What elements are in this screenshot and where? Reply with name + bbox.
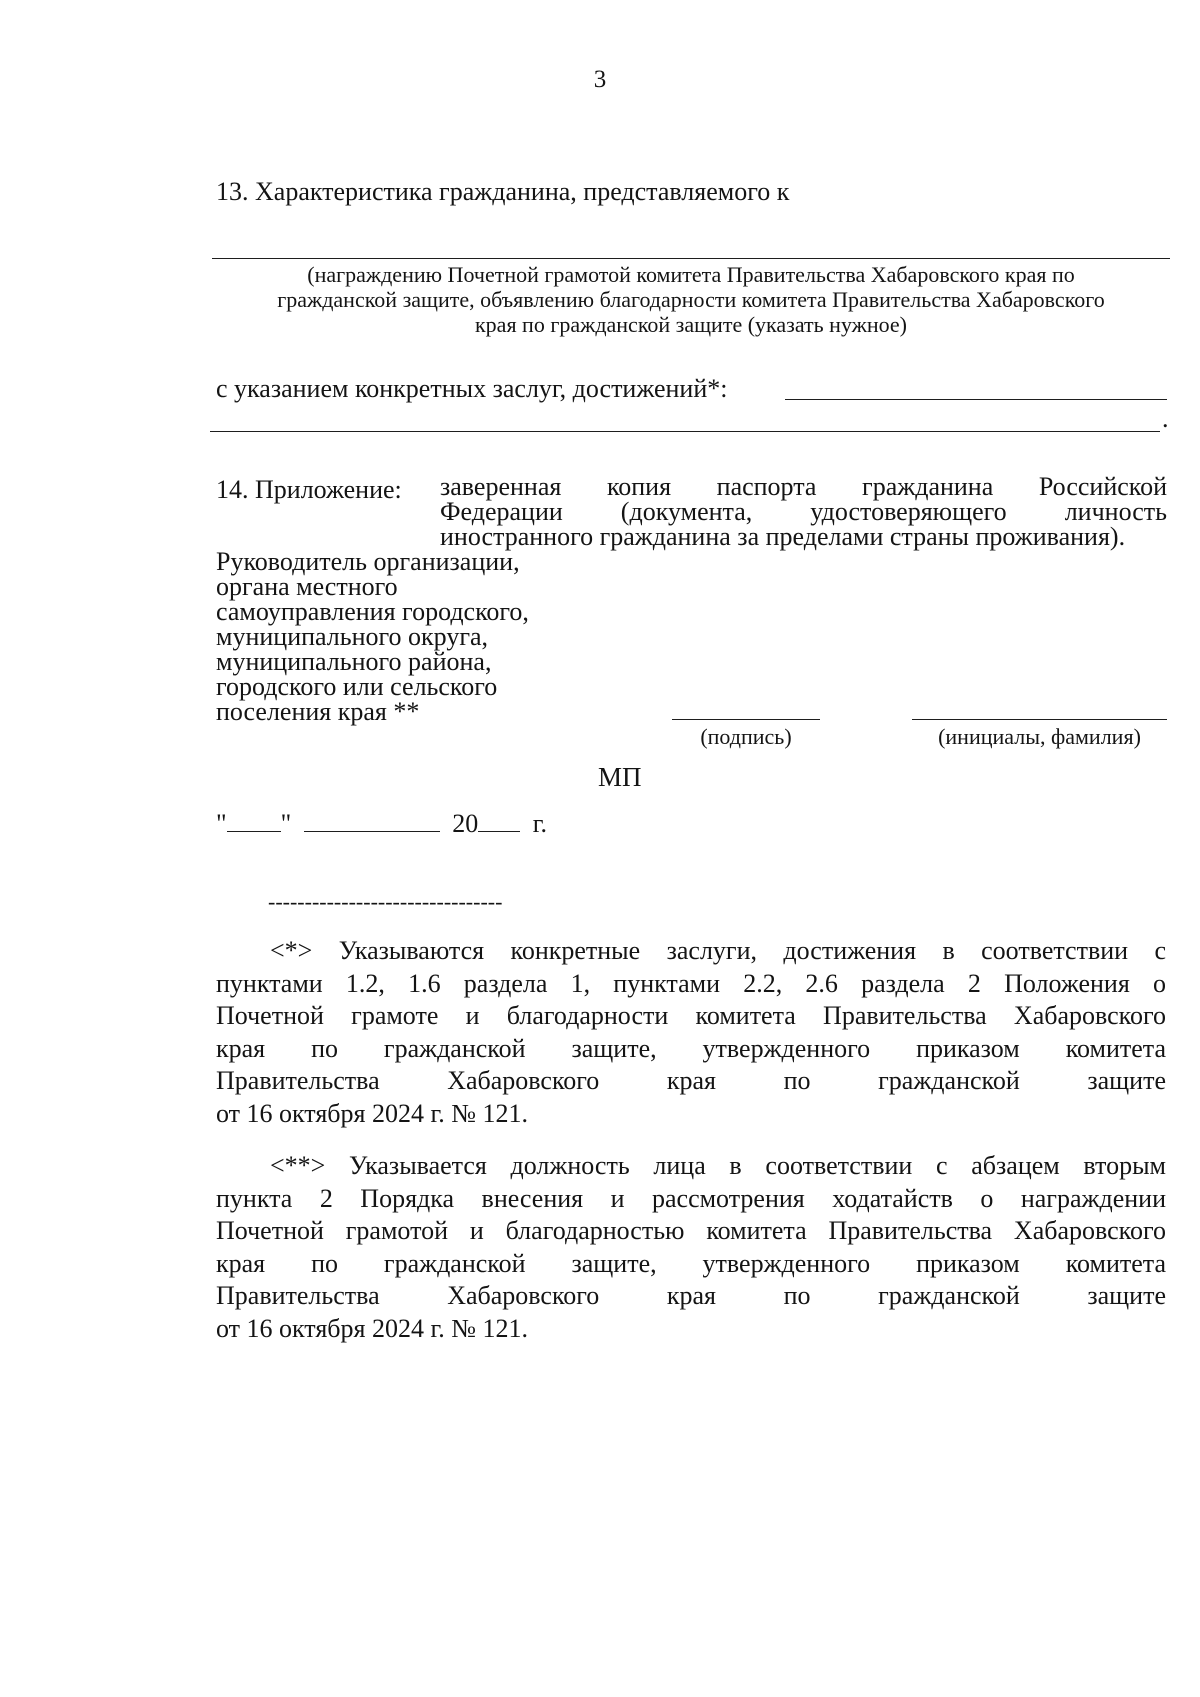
attachment-line: заверенная копия паспорта гражданина Российской: [440, 472, 1167, 501]
date-quote-close: ": [280, 809, 292, 838]
name-line: [912, 719, 1167, 720]
merits-blank-line: [785, 399, 1167, 400]
note-line: (награждению Почетной грамотой комитета Правительства Хабаровского края по: [307, 262, 1075, 287]
section-14-text: [440, 474, 1167, 549]
attachment-line: Федерации (документа, удостоверяющего личность: [440, 497, 1167, 526]
merits-label: с указанием конкретных заслуг, достижений*:: [216, 374, 728, 403]
year-blank: [478, 809, 520, 832]
signer-title: [216, 549, 529, 724]
note-line: гражданской защите, объявлению благодарности комитета Правительства Хабаровского: [277, 287, 1105, 312]
section-13-underline: [212, 258, 1170, 259]
footnote-line: Почетной грамотой и благодарностью комитета Правительства Хабаровского: [216, 1216, 1166, 1245]
footnote-line: Правительства Хабаровского края по гражданской защите: [216, 1281, 1166, 1310]
signer-line: поселения края **: [216, 697, 420, 726]
footnote-line: края по гражданской защите, утвержденного приказом комитета: [216, 1248, 1166, 1278]
footnote-separator: --------------------------------: [268, 889, 503, 914]
year-prefix: 20: [452, 809, 479, 838]
note-line: края по гражданской защите (указать нужное): [474, 312, 908, 337]
footnote-1: [216, 935, 1166, 1130]
footnote-line: от 16 октября 2024 г. № 121.: [216, 1098, 529, 1128]
year-suffix: г.: [532, 809, 547, 838]
attachment-line: иностранного гражданина за пределами страны проживания).: [440, 522, 1126, 551]
page-number: 3: [593, 66, 607, 93]
section-14-label: 14. Приложение:: [216, 475, 402, 504]
footnote-line: <*> Указываются конкретные заслуги, достижения в соответствии с: [270, 936, 1166, 965]
month-blank: [304, 809, 440, 832]
footnote-line: края по гражданской защите, утвержденного приказом комитета: [216, 1033, 1166, 1063]
signer-line: органа местного: [216, 572, 398, 601]
stamp-placeholder: МП: [598, 762, 642, 792]
signer-line: самоуправления городского,: [216, 597, 529, 626]
signer-line: городского или сельского: [216, 672, 498, 701]
footnote-2: [216, 1150, 1166, 1345]
date-line: [216, 808, 547, 840]
signer-line: муниципального округа,: [216, 622, 489, 651]
section-13-heading: 13. Характеристика гражданина, представляемого к: [216, 177, 790, 206]
footnote-line: Правительства Хабаровского края по гражданской защите: [216, 1066, 1166, 1095]
section-13-note: [216, 262, 1166, 337]
day-blank: [227, 809, 281, 832]
merits-line-end: .: [1162, 404, 1169, 433]
signer-line: муниципального района,: [216, 647, 492, 676]
footnote-line: пункта 2 Порядка внесения и рассмотрения ходатайств о награждении: [216, 1183, 1166, 1213]
date-quote-open: ": [216, 809, 227, 838]
merits-blank-line-2: [210, 431, 1160, 432]
footnote-line: пунктами 1.2, 1.6 раздела 1, пунктами 2.2, 2.6 раздела 2 Положения о: [216, 968, 1166, 998]
signer-line: Руководитель организации,: [216, 547, 520, 576]
footnote-line: <**> Указывается должность лица в соответствии с абзацем вторым: [270, 1151, 1166, 1180]
footnote-line: от 16 октября 2024 г. № 121.: [216, 1313, 529, 1343]
signature-label: (подпись): [700, 724, 792, 749]
signature-line: [672, 719, 820, 720]
footnote-line: Почетной грамоте и благодарности комитета Правительства Хабаровского: [216, 1001, 1166, 1030]
name-label: (инициалы, фамилия): [938, 724, 1141, 749]
